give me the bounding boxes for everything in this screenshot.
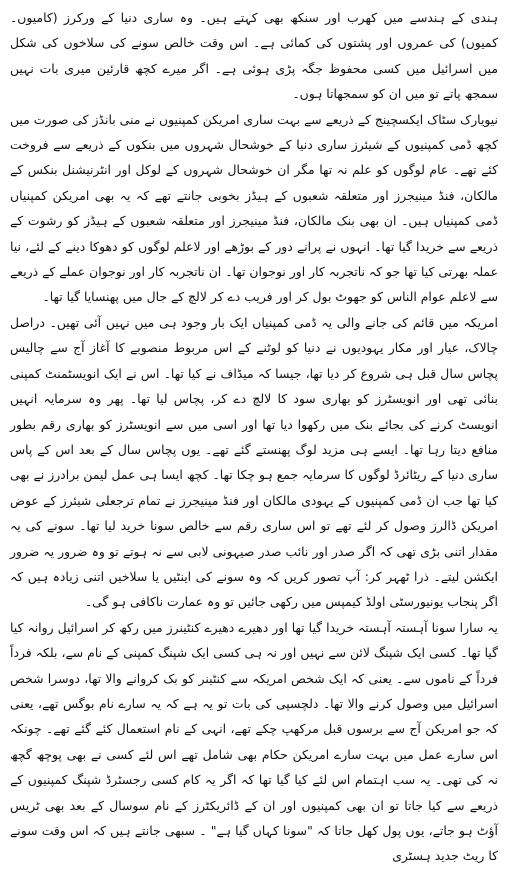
paragraph-1: ہندی کے ہندسے میں کھرب اور سنکھ بھی کہتے ہیں۔ وہ ساری دنیا کے ورکرز (کامیوں۔ کمیوں) کی عمروں اور پشتوں کی کمائی ہے۔ اس وقت خالص سونے کی سلاخوں کی شکل میں اسرائیل میں کسی محفوظ جگہ پڑی ہوئی ہے۔ اگر میرے کچھ قارئین میری بات نہیں سمجھ پاتے تو میں ان کو سمجھاتا ہوں۔	[10, 10, 498, 102]
paragraph-3: امریکہ میں قائم کی جانے والی یہ ڈمی کمپنیاں ایک بار وجود ہی میں نہیں آئی تھیں۔ دراصل چالاک، عیار اور مکار یہودیوں نے دنیا کو لوٹنے کے اس مربوط منصوبے کا آغاز آج سے چالیس پچاس سال قبل ہی شروع کر دیا تھا، جیسا کہ میڈاف نے کیا تھا۔ اس نے ایک انویسٹمنٹ کمپنی بنائی تھی اور انویسٹرز کو بھاری سود کا لالچ دے کر، پچاس لیا تھا۔ پھر وہ سرمایہ انہیں انویسٹ کرنے کی بجائے بنک میں رکھوا دیا تھا اور اسی میں سے انویسٹرز کو بھاری رقم بطور منافع دیتا رہا تھا۔ ایسے ہی مزید لوگ پھنستے گئے تھے۔ یوں پچاس سال کے بعد اس کے پاس ساری دنیا کے ریٹائرڈ لوگوں کا سرمایہ جمع ہو چکا تھا۔ کچھ ایسا ہی عمل لیمن برادرز نے بھی کیا تھا جب ان ڈمی کمپنیوں کے یہودی مالکان اور فنڈ مینیجرز نے تمام ترجعلی شیئرز کے عوض امریکن ڈالرز وصول کر لئے تھے تو اس ساری رقم سے خالص سونا خرید لیا تھا۔ سونے کی یہ مقدار اتنی بڑی تھی کہ اگر صدر اور نائب صدر صیہونی لابی سے نہ ہوتے تو وہ ضرور یہ ضرور ایکشن لیتے۔ ذرا ٹھہر کر: آپ تصور کریں کہ وہ سونے کی اینٹیں یا سلاخیں اتنی زیادہ ہیں کہ اگر پنجاب یونیورسٹی اولڈ کیمپس میں رکھی جائیں تو وہ عمارت ناکافی ہو گی۔	[10, 314, 498, 610]
paragraph-2: نیویارک سٹاک ایکسچینج کے ذریعے سے بہت ساری امریکن کمپنیوں نے منی بانڈز کی صورت میں کچھ ڈمی کمپنیوں کے شیئرز ساری دنیا کے خوشحال شہروں میں بنکوں کے ذریعے سے فروخت کئے تھے۔ عام لوگوں کو علم نہ تھا مگر ان خوشحال شہروں کے لوکل اور انٹرنیشنل بنکس کے مالکان، فنڈ مینیجرز اور متعلقہ شعبوں کے ہیڈز بخوبی جانتے تھے کہ یہ بھی امریکن کمپنیاں ڈمی کمپنیاں ہیں۔ ان بھی بنک مالکان، فنڈ مینیجرز اور متعلقہ شعبوں کے ہیڈز کو رشوت کے ذریعے سے خریدا گیا تھا۔ انہوں نے پرانے دور کے بوڑھے اور لاعلم لوگوں کو دھوکا دینے کے لئے، نیا عملہ بھرتی کیا تھا جو کہ ناتجربہ کار اور نوجوان تھا۔ ان ناتجربہ کار اور نوجوان عملے کے ذریعے سے لاعلم عوام الناس کو جھوٹ بول کر اور فریب دے کر لالچ کے جال میں پھنسایا گیا تھا۔	[10, 111, 498, 305]
paragraph-4: یہ سارا سونا آہستہ آہستہ خریدا گیا تھا اور دھیرے دھیرے کنٹینرز میں رکھ کر اسرائیل روانہ کیا گیا تھا۔ کسی ایک شپنگ لائن سے نہیں اور نہ ہی کسی ایک شپنگ کمپنی کے نام سے، بلکہ فرداً فرداً کے ناموں سے۔ یعنی کہ ایک شخص امریکہ سے کنٹینر کو بک کروانے والا تھا، دوسرا شخص اسرائیل میں وصول کرنے والا تھا۔ دلچسپی کی بات تو یہ ہے کہ یہ سارے نام بوگس تھے، یعنی کہ جو امریکن آج سے برسوں قبل مرکھپ چکے تھے، انہی کے نام استعمال کئے گئے تھے۔ چونکہ اس سارے عمل میں بہت سارے امریکن حکام بھی شامل تھے اس لئے کسی نے بھی پوچھ گچھ نہ کی تھی۔ یہ سب اہتمام اس لئے کیا گیا تھا کہ اگر یہ کام کسی رجسٹرڈ شپنگ کمپنیوں کے ذریعے سے کیا جاتا تو ان بھی کمپنیوں اور ان کے ڈائریکٹرز کے نام سوسال کے بعد بھی ٹریس آؤٹ ہو جاتے، یوں پول کھل جاتا کہ "سونا کہاں گیا ہے" ۔ سبھی جانتے ہیں کہ اس وقت سونے کا ریٹ جدید ہسٹری	[10, 619, 498, 864]
